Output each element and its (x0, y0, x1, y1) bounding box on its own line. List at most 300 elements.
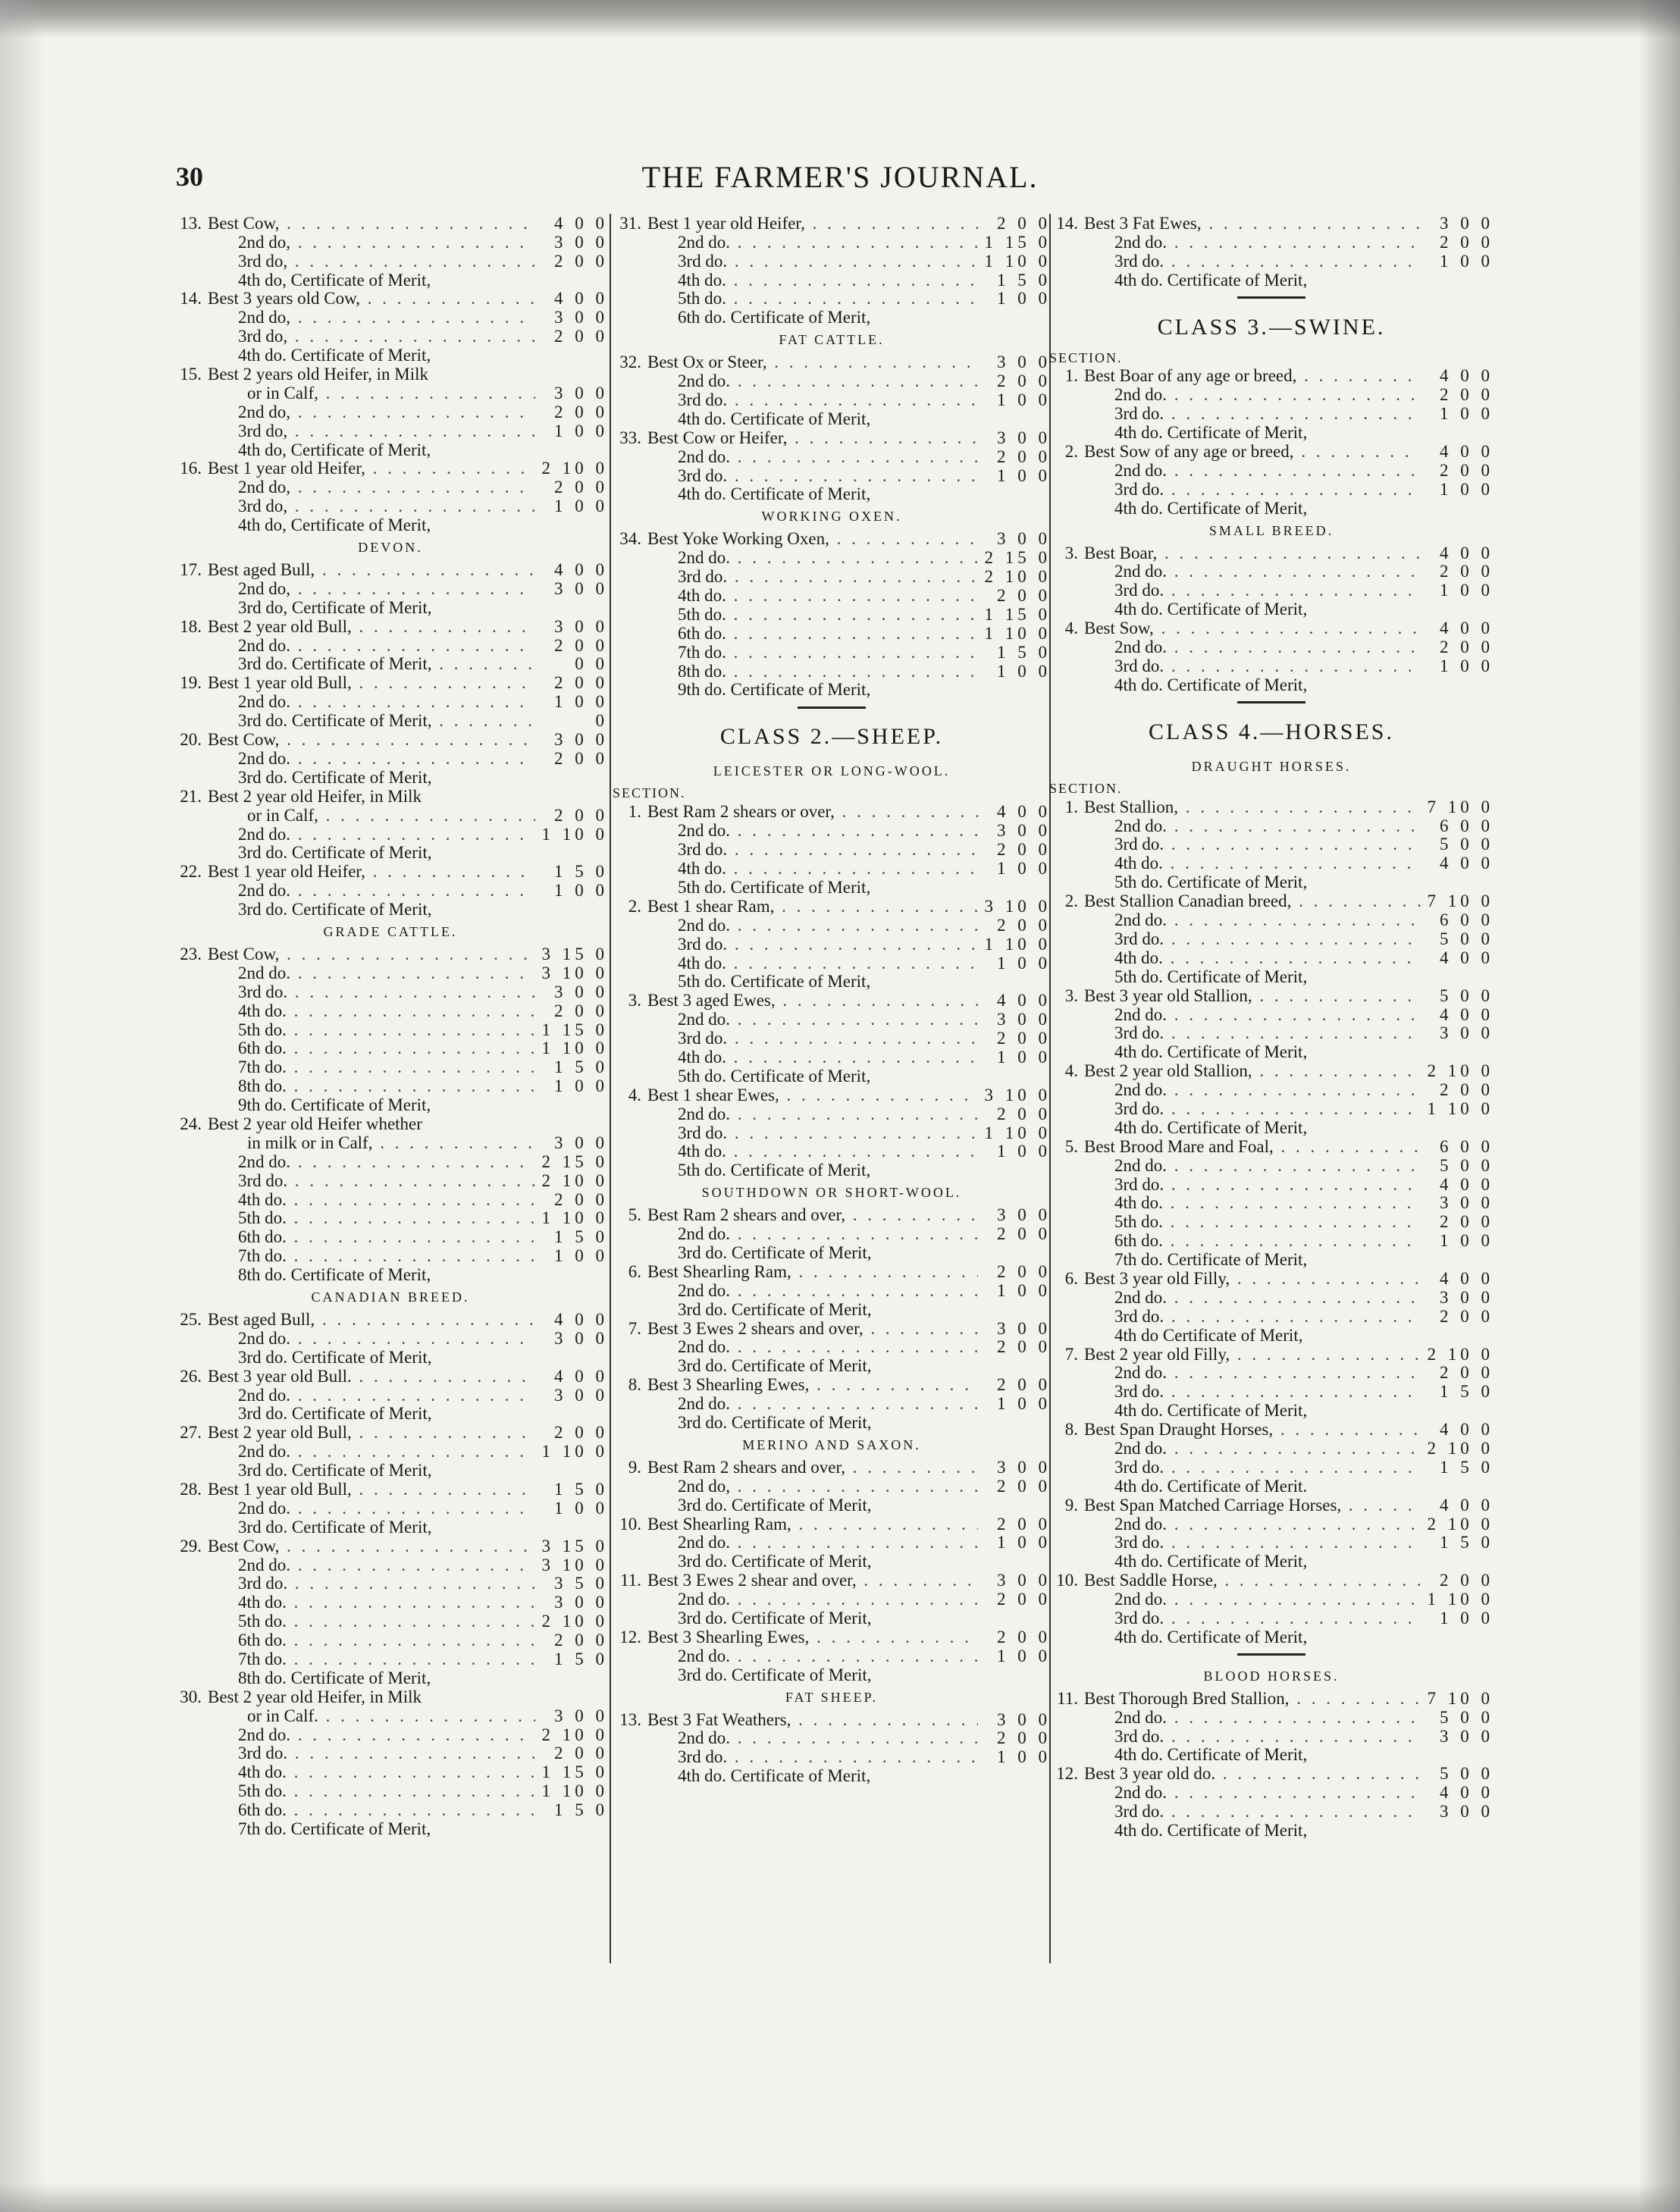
prize-amount: 1 10 0 (984, 623, 1051, 643)
prize-entry (1049, 1137, 1494, 1156)
prize-amount: 1 0 0 (554, 1076, 608, 1096)
entry-label: 2nd do, . . . (208, 403, 535, 421)
entry-label: 2nd do. . . . (647, 233, 978, 252)
entry-label: 4th do. . . . (647, 1048, 978, 1067)
prize-entry (173, 579, 608, 598)
entry-label: 2nd do. . . . (208, 1443, 535, 1461)
prize-amount: 6 0 0 (1440, 910, 1494, 930)
prize-entry (173, 560, 608, 579)
prize-entry (173, 1095, 608, 1114)
entry-label: 2nd do. . . . (1084, 1590, 1421, 1609)
prize-entry (173, 1405, 608, 1424)
entry-label: Best Shearling Ram, . . . (647, 1263, 978, 1281)
entry-label: 3rd do. . . . (1084, 481, 1421, 499)
entry-label: Best 3 year old do. . . . (1084, 1765, 1421, 1783)
prize-amount: 3 0 0 (1440, 1023, 1494, 1043)
prize-amount: 3 0 0 (1440, 1287, 1494, 1307)
entry-label: 2nd do. . . . (1084, 1364, 1421, 1382)
entry-label: 3rd do. . . . (647, 935, 978, 954)
entry-label: 3rd do. . . . (1084, 1609, 1421, 1628)
prize-amount: 2 10 0 (1427, 1061, 1494, 1081)
entry-label: 2nd do, . . . (208, 309, 535, 327)
prize-entry (613, 1534, 1051, 1552)
prize-amount: 1 0 0 (997, 1747, 1051, 1767)
prize-amount: 1 0 0 (1440, 581, 1494, 600)
entry-number: 22. (180, 862, 202, 882)
prize-entry (173, 730, 608, 749)
entry-number: 1. (1064, 797, 1078, 816)
entry-label: 4th do. Certificate of Merit, (1114, 499, 1308, 518)
prize-amount: 3 0 0 (1440, 1802, 1494, 1822)
prize-amount: 2 0 0 (997, 915, 1051, 935)
prize-amount: 2 10 0 (1427, 1514, 1494, 1534)
prize-entry (1049, 619, 1494, 638)
prize-entry (1049, 1326, 1494, 1345)
prize-entry (173, 881, 608, 900)
entry-label: 8th do. Certificate of Merit, (238, 1266, 431, 1285)
entry-label: Best Saddle Horse, . . . (1084, 1571, 1421, 1590)
entry-label: 4th do. . . . (208, 1191, 535, 1209)
entry-label: or in Calf, . . . (208, 384, 535, 403)
page-edge-right (1638, 0, 1680, 2212)
prize-amount: 2 0 0 (554, 805, 608, 825)
prize-entry (173, 497, 608, 515)
prize-entry (1049, 233, 1494, 252)
entry-number: 32. (619, 352, 641, 372)
prize-amount: 2 15 0 (984, 548, 1051, 568)
entry-label: 7th do. Certificate of Merit, (238, 1820, 431, 1839)
entry-number: 11. (620, 1571, 641, 1590)
entry-label: Best 3 year old Bull. . . . (208, 1368, 535, 1386)
entry-label: 4th do. . . . (647, 271, 978, 290)
prize-entry (613, 1161, 1051, 1180)
entry-label: 2nd do. . . . (208, 1726, 535, 1744)
entry-label: Best Stallion, . . . (1084, 798, 1421, 816)
entry-label: 3rd do. . . . (1084, 657, 1421, 675)
prize-amount: 2 0 0 (554, 635, 608, 655)
entry-label: 3rd do. . . . (208, 1172, 535, 1190)
prize-entry (1049, 214, 1494, 233)
prize-entry (613, 1609, 1051, 1628)
prize-entry (173, 1171, 608, 1190)
entry-number: 21. (180, 786, 202, 806)
prize-amount: 1 0 0 (554, 497, 608, 516)
entry-label: 3rd do. Certificate of Merit, (238, 1348, 432, 1367)
page-edge-bottom (0, 2183, 1680, 2212)
entry-label: 5th do. Certificate of Merit, (1114, 873, 1308, 892)
prize-amount: 2 10 0 (1427, 1438, 1494, 1458)
prize-amount: 4 0 0 (554, 289, 608, 309)
entry-label: 5th do. Certificate of Merit, (678, 1161, 871, 1180)
entry-label: Best 2 year old Heifer, in Milk (208, 787, 422, 806)
entry-label: 2nd do. . . . (647, 372, 978, 390)
prize-amount: 3 0 0 (554, 308, 608, 327)
breed-heading: DEVON. (358, 540, 423, 556)
entry-label: 2nd do. . . . (647, 1282, 978, 1300)
entry-label: 4th do. . . . (647, 1142, 978, 1161)
prize-amount: 1 5 0 (554, 1057, 608, 1077)
entry-label: 7th do. . . . (208, 1650, 535, 1668)
entry-label: Best Brood Mare and Foal, . . . (1084, 1138, 1421, 1156)
entry-label: 7th do. . . . (647, 644, 978, 662)
entry-label: 4th do, Certificate of Merit, (238, 271, 431, 290)
entry-label: 2nd do. . . . (647, 822, 978, 840)
prize-entry (613, 821, 1051, 840)
entry-label: 3rd do. Certificate of Merit, (238, 768, 432, 787)
prize-amount: 3 0 0 (554, 1133, 608, 1152)
entry-label: 3rd do. . . . (1084, 1024, 1421, 1042)
entry-label: 4th do. . . . (647, 860, 978, 878)
entry-label: 4th do, Certificate of Merit, (238, 516, 431, 535)
prize-entry (173, 598, 608, 617)
prize-entry (613, 991, 1051, 1010)
prize-entry (1049, 1194, 1494, 1213)
entry-label: 3rd do. Certificate of Merit, (238, 844, 432, 863)
entry-label: 3rd do, . . . (208, 422, 535, 440)
prize-amount: 2 0 0 (997, 1104, 1051, 1123)
prize-amount: 3 0 0 (997, 1709, 1051, 1729)
prize-amount: 1 10 0 (1427, 1098, 1494, 1118)
prize-amount: 5 0 0 (1440, 985, 1494, 1005)
prize-list-column-2 (613, 214, 1051, 1785)
prize-amount: 3 15 0 (541, 944, 608, 963)
entry-number: 3. (1064, 543, 1078, 562)
prize-amount: 2 0 0 (554, 327, 608, 346)
section-rule (1049, 1646, 1494, 1663)
class-heading: CLASS 4.—HORSES. (1149, 719, 1394, 744)
prize-entry (1049, 442, 1494, 461)
entry-label: 3rd do. . . . (647, 841, 978, 859)
prize-entry (1049, 1099, 1494, 1118)
entry-number: 9. (628, 1457, 641, 1477)
entry-number: 6. (628, 1261, 641, 1281)
prize-entry (613, 1067, 1051, 1086)
prize-entry (1049, 1708, 1494, 1727)
prize-entry (173, 403, 608, 421)
entry-label: 8th do. Certificate of Merit, (238, 1668, 431, 1687)
prize-amount: 3 0 0 (554, 383, 608, 403)
prize-amount: 2 0 0 (997, 446, 1051, 466)
entry-number: 19. (180, 673, 202, 693)
prize-entry (613, 466, 1051, 485)
entry-label: Best aged Bull, . . . (208, 1311, 535, 1329)
prize-entry (1049, 1496, 1494, 1515)
prize-amount: 4 0 0 (1440, 1783, 1494, 1803)
prize-entry (173, 862, 608, 881)
prize-entry (1049, 581, 1494, 600)
entry-label: 3rd do. Certificate of Merit, (238, 901, 432, 920)
prize-entry (173, 1114, 608, 1133)
entry-label: 3rd do. Certificate of Merit, . . . (208, 712, 535, 730)
entry-label: 2nd do. . . . (1084, 1081, 1421, 1099)
entry-number: 15. (180, 365, 202, 384)
entry-label: 4th do. Certificate of Merit, (238, 346, 431, 365)
entry-number: 7. (628, 1318, 641, 1338)
entry-label: 4th do. Certificate of Merit, (1114, 675, 1308, 694)
class-heading: CLASS 3.—SWINE. (1157, 314, 1386, 340)
prize-amount: 2 0 0 (997, 371, 1051, 391)
page-number: 30 (176, 161, 203, 192)
entry-label: 7th do. . . . (208, 1247, 535, 1265)
entry-label: 5th do. Certificate of Merit, (678, 1067, 871, 1086)
entry-label: 4th do. Certificate of Merit, (1114, 424, 1308, 443)
prize-amount: 1 5 0 (997, 270, 1051, 290)
prize-amount: 4 0 0 (554, 213, 608, 233)
prize-entry (173, 440, 608, 459)
entry-label: 2nd do. . . . (1084, 462, 1421, 480)
section-rule (1049, 694, 1494, 711)
prize-amount: 1 15 0 (541, 1020, 608, 1039)
prize-entry (613, 1338, 1051, 1357)
prize-entry (1049, 1364, 1494, 1383)
prize-entry (1049, 1821, 1494, 1840)
prize-entry (613, 308, 1051, 327)
prize-amount: 1 10 0 (984, 934, 1051, 954)
prize-entry (173, 1076, 608, 1095)
entry-label: 3rd do. . . . (1084, 1534, 1421, 1552)
section-rule (613, 699, 1051, 716)
entry-label: 4th do. . . . (208, 1763, 535, 1781)
prize-entry (173, 1367, 608, 1386)
prize-entry (1049, 1439, 1494, 1458)
breed-heading: GRADE CATTLE. (323, 924, 458, 940)
entry-label: Best Ram 2 shears or over, . . . (647, 803, 978, 821)
prize-amount: 1 5 0 (554, 1227, 608, 1247)
prize-entry (173, 1348, 608, 1367)
entry-label: 4th do. . . . (208, 1002, 535, 1020)
entry-number: 14. (180, 289, 202, 309)
prize-entry (173, 1461, 608, 1480)
entry-label: Best Sow, . . . (1084, 619, 1421, 638)
prize-entry (613, 252, 1051, 271)
prize-amount: 1 10 0 (984, 251, 1051, 271)
entry-label: Best 2 year old Bull, . . . (208, 618, 535, 636)
entry-number: 17. (180, 560, 202, 580)
prize-amount: 3 0 0 (554, 232, 608, 252)
entry-label: 2nd do. . . . (1084, 1709, 1421, 1727)
entry-number: 34. (619, 529, 641, 549)
prize-entry (613, 371, 1051, 390)
prize-amount: 1 0 0 (997, 1142, 1051, 1161)
entry-label: 2nd do. . . . (1084, 1515, 1421, 1534)
prize-entry (613, 605, 1051, 624)
prize-entry (1049, 873, 1494, 891)
prize-amount: 2 0 0 (997, 1514, 1051, 1534)
prize-amount: 3 0 0 (997, 1318, 1051, 1338)
prize-entry (173, 768, 608, 787)
breed-heading: MERINO AND SAXON. (742, 1437, 921, 1452)
entry-label: 3rd do. . . . (647, 1748, 978, 1766)
prize-entry (1049, 461, 1494, 480)
prize-entry (613, 1515, 1051, 1534)
entry-number: 10. (1056, 1571, 1078, 1590)
entry-label: 3rd do. Certificate of Merit, (678, 1243, 872, 1262)
prize-amount: 2 0 0 (554, 748, 608, 768)
prize-entry (613, 352, 1051, 371)
journal-title: THE FARMER'S JOURNAL. (641, 160, 1039, 194)
prize-entry (173, 1209, 608, 1228)
prize-entry (173, 636, 608, 655)
prize-entry (1049, 1628, 1494, 1646)
prize-entry (613, 1048, 1051, 1067)
entry-label: 3rd do. . . . (1084, 930, 1421, 948)
entry-label: 4th do. Certificate of Merit, (678, 1767, 871, 1786)
prize-amount: 2 0 0 (997, 1261, 1051, 1281)
entry-label: 6th do. . . . (647, 625, 978, 643)
entry-label: Best 1 year old Heifer, . . . (647, 215, 978, 233)
entry-label: Best 3 year old Stallion, . . . (1084, 987, 1421, 1005)
prize-entry (1049, 929, 1494, 948)
prize-amount: 2 0 0 (554, 673, 608, 693)
entry-label: 3rd do. . . . (208, 1574, 535, 1593)
entry-label: 9th do. Certificate of Merit, (678, 681, 871, 700)
entry-number: 3. (1064, 985, 1078, 1005)
entry-label: 2nd do. . . . (208, 964, 535, 982)
prize-amount: 1 0 0 (997, 1646, 1051, 1665)
entry-label: 5th do. . . . (208, 1612, 535, 1631)
entry-label: 3rd do, Certificate of Merit, (238, 598, 432, 617)
prize-amount: 2 0 0 (1440, 1363, 1494, 1383)
prize-entry (1049, 656, 1494, 675)
entry-label: Best Thorough Bred Stallion, . . . (1084, 1690, 1421, 1708)
entry-label: 4th do Certificate of Merit, (1114, 1326, 1303, 1345)
entry-label: 2nd do, . . . (647, 1477, 978, 1496)
prize-amount: 1 5 0 (554, 1800, 608, 1820)
prize-entry (613, 214, 1051, 233)
prize-entry (1049, 367, 1494, 386)
prize-amount: 7 10 0 (1427, 1688, 1494, 1708)
prize-entry (1049, 891, 1494, 910)
prize-amount: 1 10 0 (541, 1442, 608, 1462)
entry-label: 3rd do, . . . (208, 252, 535, 271)
entry-label: 2nd do. . . . (1084, 1157, 1421, 1175)
page-edge-left (0, 0, 45, 2212)
prize-entry (173, 233, 608, 252)
prize-entry (173, 692, 608, 711)
prize-entry (173, 1631, 608, 1650)
entry-number: 33. (619, 428, 641, 447)
column-divider (610, 214, 611, 1963)
entry-label: 4th do. Certificate of Merit, (678, 485, 871, 504)
entry-number: 13. (180, 213, 202, 233)
prize-amount: 1 10 0 (1427, 1590, 1494, 1609)
entry-label: 6th do. . . . (208, 1228, 535, 1246)
prize-amount: 2 0 0 (554, 1631, 608, 1650)
prize-entry (173, 1668, 608, 1687)
prize-amount: 3 10 0 (984, 896, 1051, 916)
prize-entry (173, 1423, 608, 1442)
entry-label: or in Calf, . . . (208, 807, 535, 825)
prize-amount: 1 5 0 (554, 1650, 608, 1669)
prize-entry (1049, 271, 1494, 290)
prize-amount: 1 15 0 (984, 232, 1051, 252)
prize-amount: 3 10 0 (541, 1555, 608, 1574)
prize-amount: 3 10 0 (541, 963, 608, 982)
prize-entry (613, 1710, 1051, 1729)
prize-entry (1049, 675, 1494, 694)
prize-entry (1049, 1534, 1494, 1552)
entry-number: 2. (628, 896, 641, 916)
prize-entry (173, 515, 608, 534)
prize-entry (1049, 1005, 1494, 1024)
prize-entry (1049, 1515, 1494, 1534)
entry-label: Best 3 Shearling Ewes, . . . (647, 1376, 978, 1394)
prize-entry (173, 1190, 608, 1209)
entry-label: Best 3 Ewes 2 shear and over, . . . (647, 1571, 978, 1590)
entry-number: 25. (180, 1309, 202, 1329)
prize-entry (613, 567, 1051, 586)
prize-entry (1049, 1764, 1494, 1783)
prize-entry (1049, 252, 1494, 271)
prize-entry (1049, 1175, 1494, 1194)
prize-amount: 0 0 (575, 654, 608, 674)
prize-entry (173, 1725, 608, 1744)
prize-entry (173, 327, 608, 346)
prize-entry (173, 1574, 608, 1593)
prize-entry (613, 447, 1051, 466)
prize-amount: 3 0 0 (1440, 1726, 1494, 1746)
entry-label: Best Yoke Working Oxen, . . . (647, 530, 978, 548)
prize-entry (613, 1375, 1051, 1394)
entry-label: 3rd do. . . . (208, 983, 535, 1001)
entry-label: Best 1 shear Ewes, . . . (647, 1086, 978, 1104)
prize-entry (613, 428, 1051, 447)
entry-label: 2nd do, . . . (208, 233, 535, 252)
prize-entry (1049, 385, 1494, 404)
prize-amount: 1 0 0 (1440, 1231, 1494, 1251)
prize-amount: 2 0 0 (1440, 562, 1494, 581)
entry-number: 26. (180, 1366, 202, 1386)
entry-label: 3rd do. . . . (1084, 1458, 1421, 1477)
prize-amount: 1 5 0 (1440, 1382, 1494, 1402)
entry-number: 5. (628, 1205, 641, 1225)
prize-entry (1049, 1024, 1494, 1043)
prize-amount: 1 10 0 (984, 1123, 1051, 1142)
entry-number: 1. (628, 802, 641, 822)
entry-label: 3rd do. . . . (1084, 1728, 1421, 1746)
prize-amount: 3 0 0 (997, 1010, 1051, 1029)
prize-entry (173, 1329, 608, 1348)
entry-label: Best Ram 2 shears and over, . . . (647, 1458, 978, 1477)
prize-entry (173, 308, 608, 327)
prize-entry (613, 878, 1051, 897)
prize-entry (1049, 600, 1494, 619)
prize-entry (173, 1612, 608, 1631)
prize-amount: 4 0 0 (1440, 948, 1494, 967)
prize-amount: 2 0 0 (997, 1029, 1051, 1048)
prize-amount: 2 15 0 (541, 1151, 608, 1171)
entry-number: 3. (628, 991, 641, 1010)
entry-label: 2nd do. . . . (647, 448, 978, 466)
prize-entry (1049, 1156, 1494, 1175)
entry-label: 2nd do. . . . (208, 1153, 535, 1171)
prize-amount: 1 5 0 (554, 862, 608, 882)
prize-entry (1049, 910, 1494, 929)
prize-entry (613, 271, 1051, 290)
prize-entry (613, 840, 1051, 859)
entry-label: 3rd do. . . . (1084, 835, 1421, 854)
prize-entry (613, 1394, 1051, 1413)
entry-label: Best 3 Fat Ewes, . . . (1084, 215, 1421, 233)
entry-number: 24. (180, 1114, 202, 1133)
entry-number: 31. (619, 213, 641, 233)
prize-amount: 1 0 0 (997, 661, 1051, 681)
prize-amount: 2 0 0 (554, 1001, 608, 1020)
prize-entry (613, 1123, 1051, 1142)
prize-entry (613, 1243, 1051, 1262)
entry-label: 3rd do. Certificate of Merit, (238, 1462, 432, 1480)
prize-amount: 4 0 0 (554, 1309, 608, 1329)
